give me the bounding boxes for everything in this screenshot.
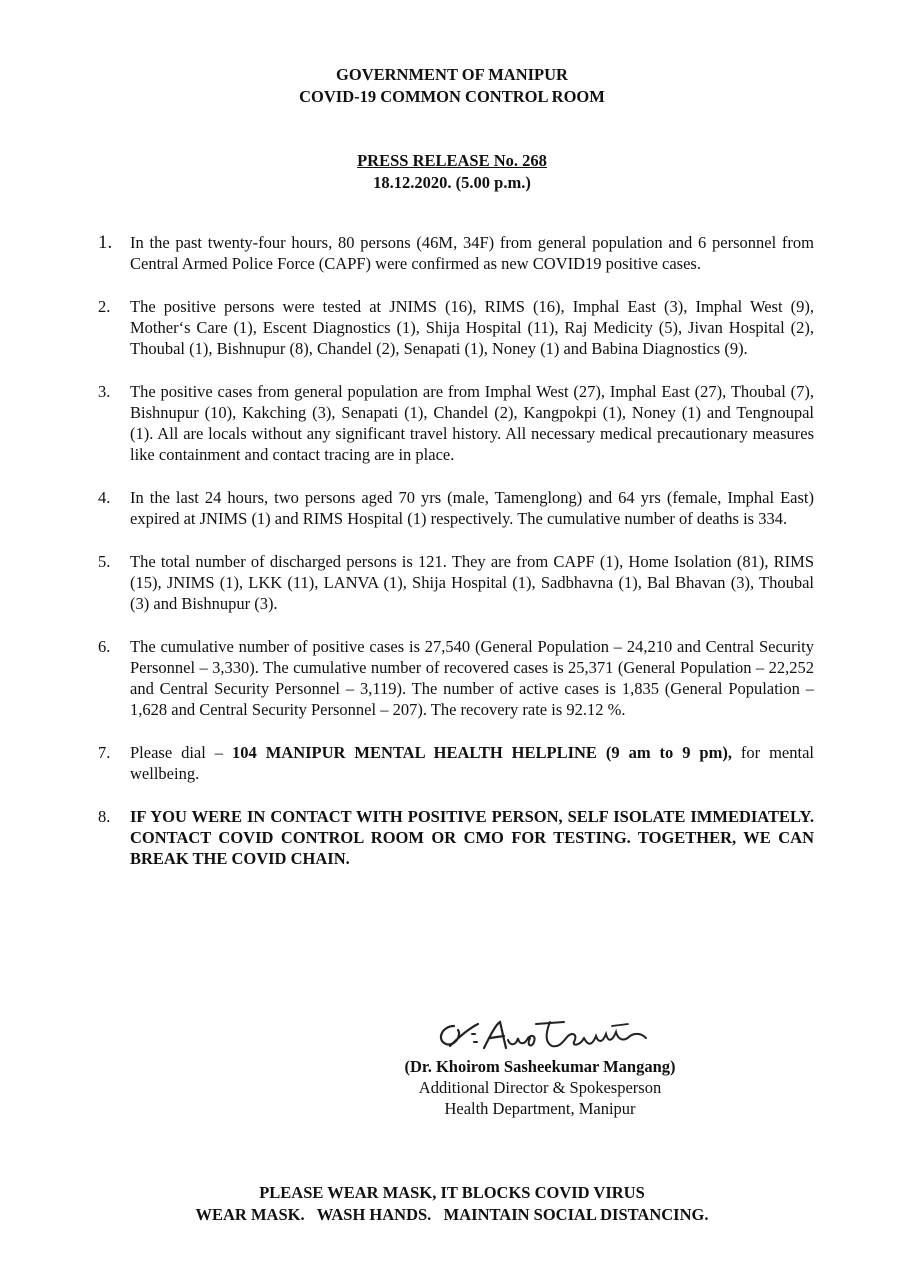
footer-slogan [0, 1182, 904, 1226]
list-item [98, 487, 814, 529]
footer-line-1: PLEASE WEAR MASK, IT BLOCKS COVID VIRUS [259, 1183, 645, 1202]
footer-line-2 [0, 1204, 904, 1226]
control-room-title: COVID-19 COMMON CONTROL ROOM [299, 87, 605, 106]
signature-image [432, 1012, 652, 1058]
signatory-title: Additional Director & Spokesperson [418, 1078, 662, 1097]
item-text: The cumulative number of positive cases is 27,540 (General Population – 24,210 and Central Security Personnel – 3,330). The cumulative number of recovered cases is 25,371 (General Population – 22,252 and Central Security Personnel – 3,119). The number of active cases is 1,835 (General Population – 1,628 and Central Security Personnel – 207). The recovery rate is 92.12 %. [130, 637, 814, 719]
item-number: 7. [98, 743, 111, 762]
document-header [0, 64, 904, 108]
item-text: The positive persons were tested at JNIMS (16), RIMS (16), Imphal East (3), Imphal West (9), Mother‘s Care (1), Escent Diagnostics (1), Shija Hospital (11), Raj Medicity (5), Jivan Hospital (2), Thoubal (1), Bishnupur (8), Chandel (2), Senapati (1), Noney (1) and Babina Diagnostics (9). [130, 297, 814, 358]
list-item [98, 232, 814, 274]
signatory-name: (Dr. Khoirom Sasheekumar Mangang) [404, 1057, 676, 1076]
press-release-number: PRESS RELEASE No. 268 [357, 151, 547, 170]
item-text: The positive cases from general population are from Imphal West (27), Imphal East (27), Thoubal (7), Bishnupur (10), Kakching (3), Senapati (1), Chandel (2), Kangpokpi (1), Noney (1) and Tengnoupal (1). All are locals without any significant travel history. All necessary medical precautionary measures like containment and contact tracing are in place. [130, 382, 814, 464]
release-heading [0, 150, 904, 194]
item-number: 2. [98, 297, 111, 316]
press-release-datetime: 18.12.2020. (5.00 p.m.) [373, 173, 531, 192]
advisory-text: IF YOU WERE IN CONTACT WITH POSITIVE PERSON, SELF ISOLATE IMMEDIATELY. CONTACT COVID CONTROL ROOM OR CMO FOR TESTING. TOGETHER, WE CAN BREAK THE COVID CHAIN. [130, 807, 814, 868]
list-item [98, 381, 814, 465]
list-item [98, 551, 814, 614]
signatory-department: Health Department, Manipur [444, 1099, 636, 1118]
government-title: GOVERNMENT OF MANIPUR [336, 65, 568, 84]
item-text [130, 742, 814, 784]
signatory-block [360, 1056, 720, 1119]
slogan-wash-hands: WASH HANDS. [316, 1205, 432, 1224]
item-text: In the past twenty-four hours, 80 persons (46M, 34F) from general population and 6 personnel from Central Armed Police Force (CAPF) were confirmed as new COVID19 positive cases. [130, 233, 814, 273]
item-number: 8. [98, 807, 111, 826]
list-item-advisory [98, 806, 814, 869]
item-number: 4. [98, 488, 111, 507]
item-text: The total number of discharged persons is 121. They are from CAPF (1), Home Isolation (81), RIMS (15), JNIMS (1), LKK (11), LANVA (1), Shija Hospital (1), Sadbhavna (1), Bal Bhavan (3), Thoubal (3) and Bishnupur (3). [130, 552, 814, 613]
item-number: 1. [98, 232, 113, 253]
slogan-wear-mask: WEAR MASK. [195, 1205, 305, 1224]
helpline-purpose: for mental wellbeing. [130, 743, 814, 783]
item-number: 6. [98, 637, 111, 656]
helpline-number: 104 MANIPUR MENTAL HEALTH HELPLINE (9 am to 9 pm), [232, 743, 732, 762]
item-text: In the last 24 hours, two persons aged 70 yrs (male, Tamenglong) and 64 yrs (female, Imphal East) expired at JNIMS (1) and RIMS Hospital (1) respectively. The cumulative number of deaths is 334. [130, 488, 814, 528]
item-number: 3. [98, 382, 111, 401]
item-number: 5. [98, 552, 111, 571]
helpline-intro: Please dial – [130, 743, 232, 762]
list-item-helpline [98, 742, 814, 784]
list-item [98, 636, 814, 720]
release-items [98, 232, 814, 891]
slogan-social-distancing: MAINTAIN SOCIAL DISTANCING. [443, 1205, 709, 1224]
list-item [98, 296, 814, 359]
